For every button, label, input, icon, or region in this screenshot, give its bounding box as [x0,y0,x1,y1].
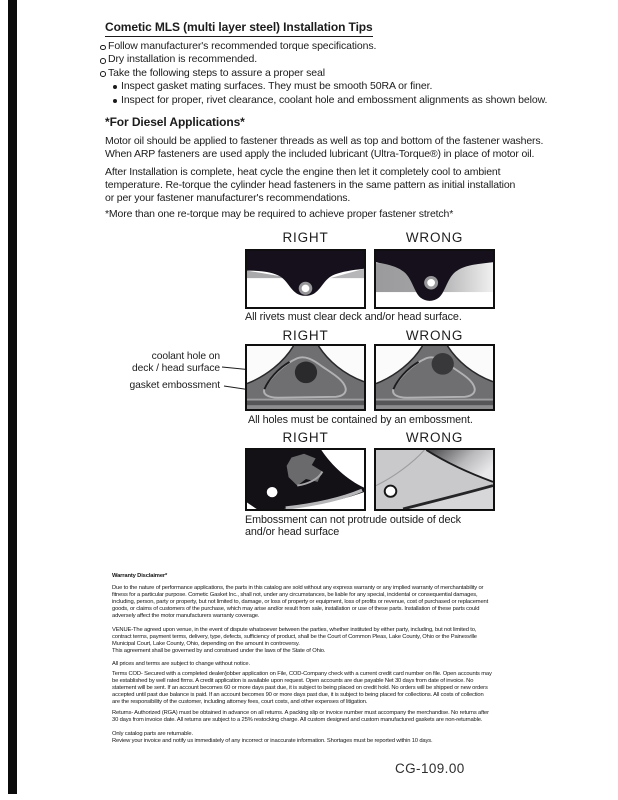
diesel-paragraph-1: Motor oil should be applied to fastener threads as well as top and bottom of the fastener washers. When ARP fasteners are used apply the included lubricant (Ultra-Torque®) in place of motor oil. [105,135,544,160]
gasket-embossment-annotation: gasket embossment [129,380,220,391]
figure3-wrong-image [374,448,495,511]
bullet-item [100,67,570,80]
rivet-right-diagram [247,251,364,307]
protrusion-right-diagram [247,450,364,509]
circle-bullet-icon [100,58,106,64]
figure3-caption: Embossment can not protrude outside of deck and/or head surface [245,514,461,539]
page-title: Cometic MLS (multi layer steel) Installation Tips [105,20,373,37]
disclaimer-paragraph: Terms COD- Secured with a completed dealer/jobber application on File, COD-Company check with a current credit card number on file. Open accounts may be established by well rated firms. A credit application is available upon request. Open accounts are due payable Net 30 days from date of invoice. No statement will be sent. If an account becomes 60 or more days past due, it is subject to being placed on credit hold. No orders will be shipped or new orders accepted until past due balance is paid. If an account becomes 90 or more days past due, it is subject to being placed for collections. All costs of collection are the responsibility of the customer, including attorney fees, court costs, and other expenses of litigation. [112,671,492,705]
figure3-right-image [245,448,366,511]
figure2-wrong-label: WRONG [405,328,464,343]
figure2-right-image [245,344,366,411]
figure2-wrong-image [374,344,495,411]
bullet-text: Dry installation is recommended. [108,53,258,66]
disclaimer-paragraph: VENUE-The agreed upon venue, in the event of dispute whatsoever between the parties, whether instituted by either party, including, but not limited to, contract terms, payment terms, delivery, type, defects, sufficiency of product, shall be the Court of Common Pleas, Lake County, Ohio or the Painesville Municipal Court, Lake County, Ohio, depending on the amount in controversy. This agreement shall be governed by and construed under the laws of the State of Ohio. [112,627,477,654]
bullet-text: Follow manufacturer's recommended torque specifications. [108,40,377,52]
circle-bullet-icon [100,71,106,77]
figure1-right-label: RIGHT [282,230,329,245]
page-code: CG-109.00 [395,761,465,776]
scan-edge-bar [8,0,17,794]
figure3-right-label: RIGHT [282,430,329,445]
figure2-right-label: RIGHT [282,328,329,343]
protrusion-wrong-diagram [376,450,493,509]
bullet-item [100,53,570,66]
coolant-hole-annotation: coolant hole on deck / head surface [132,351,220,374]
tips-list [100,40,570,107]
figure3-wrong-label: WRONG [405,430,464,445]
sub-bullet-item [113,94,570,107]
figure1-caption: All rivets must clear deck and/or head surface. [245,311,462,323]
sub-bullet-text: Inspect for proper, rivet clearance, coolant hole and embossment alignments as shown below. [121,93,548,106]
dot-bullet-icon [113,85,117,89]
embossment-wrong-diagram [376,346,493,409]
disclaimer-paragraph: Only catalog parts are returnable. Review your invoice and notify us immediately of any incorrect or inaccurate information. Shortages must be reported within 10 days. [112,731,433,744]
embossment-right-diagram [247,346,364,409]
disclaimer-paragraph: Returns- Authorized (RGA) must be obtained in advance on all returns. A packing slip or invoice number must accompany the merchandise. No returns after 30 days from invoice date. All returns are subject to a 25% restocking charge. All custom designed and custom manufactured gaskets are non-returnable. [112,710,489,723]
disclaimer-paragraph: All prices and terms are subject to change without notice. [112,661,250,667]
diesel-paragraph-2: After Installation is complete, heat cycle the engine then let it completely cool to ambient temperature. Re-torque the cylinder head fasteners in the same pattern as initial installation or per your fastener manufacturer's recommendations. [105,166,516,204]
sub-bullet-item [113,80,570,93]
figure2-caption: All holes must be contained by an embossment. [248,414,473,426]
disclaimer-heading: Warranty Disclaimer* [112,573,168,579]
disclaimer-paragraph: Due to the nature of performance applications, the parts in this catalog are sold without any express warranty or any implied warranty of merchantability or fitness for a particular purpose. Cometic Gasket Inc., shall not, under any circumstances, be liable for any special, incidental or consequential damages, including, person, party or property, but not limited to, damage, or loss of property or equipment, loss of profits or revenue, cost of purchased or replacement goods, or claims of customers of the purchase, which may arise and/or result from sale, installation or use of these parts. Installation of these parts could adversely affect the motor manufacturers warranty coverage. [112,585,489,619]
bullet-item [100,40,570,53]
bullet-text: Take the following steps to assure a proper seal [108,66,325,79]
dot-bullet-icon [113,99,117,103]
figure1-right-image [245,249,366,309]
sub-bullet-text: Inspect gasket mating surfaces. They must be smooth 50RA or finer. [121,80,433,93]
figure1-wrong-image [374,249,495,309]
figure1-wrong-label: WRONG [405,230,464,245]
rivet-wrong-diagram [376,251,493,307]
retorque-note: *More than one re-torque may be required to achieve proper fastener stretch* [105,208,454,220]
circle-bullet-icon [100,45,106,51]
diesel-applications-heading: *For Diesel Applications* [105,115,245,129]
